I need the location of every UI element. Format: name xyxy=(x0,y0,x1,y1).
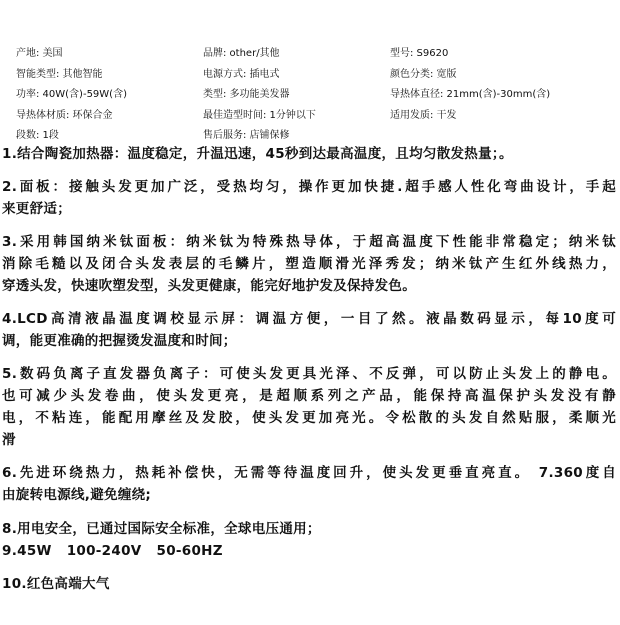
feature-line: 也可减少头发卷曲，使头发更亮，是超顺系列之产品，能保持高温保护头发没有静 xyxy=(2,388,616,404)
feature-line: 消除毛糙以及闭合头发表层的毛鳞片，塑造顺滑光泽秀发；纳米钛产生红外线热力， xyxy=(2,256,616,272)
spec-color: 颜色分类: 宽版 xyxy=(390,68,457,80)
feature-line: 3.采用韩国纳米钛面板：纳米钛为特殊热导体，于超高温度下性能非常稳定；纳米钛 xyxy=(2,234,616,250)
spec-row xyxy=(16,65,616,86)
spec-wattage: 功率: 40W(含)-59W(含) xyxy=(16,89,127,100)
spec-row xyxy=(16,44,616,65)
feature-line: 来更舒适； xyxy=(2,201,71,217)
feature-line: 10.红色高端大气 xyxy=(2,576,110,592)
feature-2 xyxy=(2,176,616,220)
feature-line: 1.结合陶瓷加热器：温度稳定，升温迅速，45秒到达最高温度，且均匀散发热量；。 xyxy=(2,146,513,162)
spec-diameter: 导热体直径: 21mm(含)-30mm(含) xyxy=(390,89,551,100)
spec-row xyxy=(16,106,616,127)
feature-line: 调，能更准确的把握烫发温度和时间； xyxy=(2,333,237,349)
spec-table xyxy=(16,44,616,147)
spec-material: 导热体材质: 环保合金 xyxy=(16,109,113,121)
feature-line: 由旋转电源线,避免缠绕; xyxy=(2,487,152,503)
feature-line: 穿透头发，快速吹塑发型，头发更健康，能完好地护发及保持发色。 xyxy=(2,278,416,294)
feature-4 xyxy=(2,308,616,352)
feature-5 xyxy=(2,363,616,451)
feature-8-9 xyxy=(2,518,616,562)
feature-line: 8.用电安全，已通过国际安全标准，全球电压通用； xyxy=(2,521,321,537)
feature-line: 6.先进环绕热力，热耗补偿快，无需等待温度回升，使头发更垂直亮直。 7.360度自 xyxy=(2,465,616,481)
feature-line: 滑 xyxy=(2,432,16,448)
spec-type: 类型: 多功能美发器 xyxy=(203,89,290,100)
spec-smart-type: 智能类型: 其他智能 xyxy=(16,68,103,80)
feature-line: 4.LCD高清液晶温度调校显示屏：调温方便，一目了然。液晶数码显示，每10度可 xyxy=(2,311,616,327)
feature-line: 5.数码负离子直发器负离子：可使头发更具光泽、不反弹，可以防止头发上的静电。 xyxy=(2,366,616,382)
spec-hair-type: 适用发质: 干发 xyxy=(390,109,457,121)
feature-6-7 xyxy=(2,462,616,506)
feature-line: 电，不粘连，能配用摩丝及发胶，使头发更加亮光。令松散的头发自然贴服，柔顺光 xyxy=(2,410,616,426)
feature-1 xyxy=(2,143,616,165)
spec-power-source: 电源方式: 插电式 xyxy=(203,68,280,80)
spec-styling-time: 最佳造型时间: 1分钟以下 xyxy=(203,109,316,121)
spec-stages: 段数: 1段 xyxy=(16,130,59,141)
spec-brand: 品牌: other/其他 xyxy=(203,48,280,59)
feature-10 xyxy=(2,573,616,595)
spec-after-sales: 售后服务: 店铺保修 xyxy=(203,130,290,141)
spec-origin: 产地: 美国 xyxy=(16,48,63,59)
spec-row xyxy=(16,85,616,106)
feature-line: 9.45W 100-240V 50-60HZ xyxy=(2,543,223,559)
feature-line: 2.面板：接触头发更加广泛，受热均匀，操作更加快捷.超手感人性化弯曲设计，手起 xyxy=(2,179,616,195)
spec-model: 型号: S9620 xyxy=(390,48,449,59)
feature-3 xyxy=(2,231,616,297)
